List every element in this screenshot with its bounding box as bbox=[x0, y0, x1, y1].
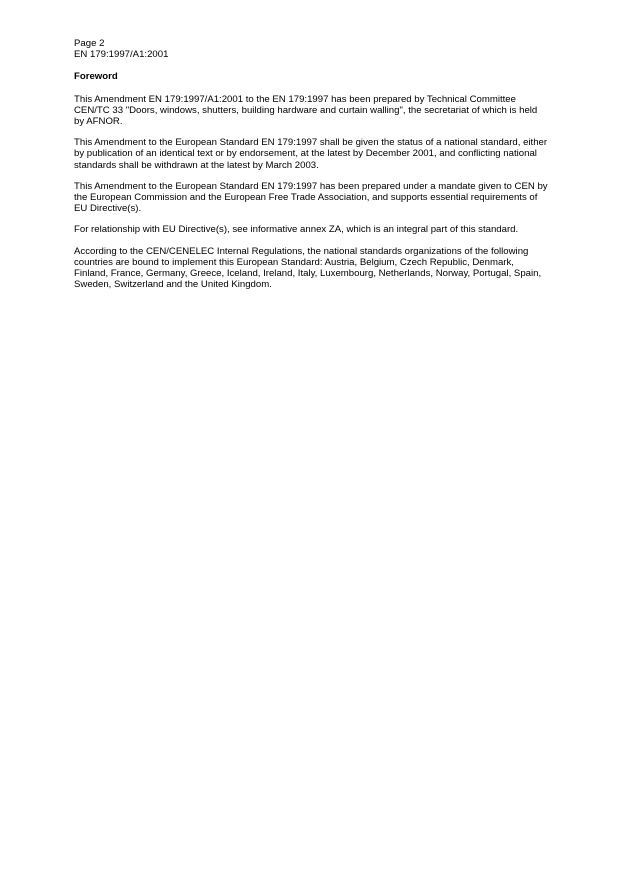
page-content bbox=[74, 38, 550, 290]
foreword-paragraph-prepared-by: This Amendment EN 179:1997/A1:2001 to the EN 179:1997 has been prepared by Technical Committee CEN/TC 33 "Doors, windows, shutters, building hardware and curtain walling", the secretariat of which is held by AFNOR. bbox=[74, 93, 538, 128]
foreword-paragraph-mandate: This Amendment to the European Standard EN 179:1997 has been prepared under a mandate given to CEN by the European Commission and the European Free Trade Association, and supports essential requirements of EU Directive(s). bbox=[74, 180, 548, 215]
foreword-paragraph-countries: According to the CEN/CENELEC Internal Regulations, the national standards organizations of the following countries are bound to implement this European Standard: Austria, Belgium, Czech Republic, Denmark, Finland, France, Germany, Greece, Iceland, Ireland, Italy, Luxembourg, Netherlands, Norway, Portugal, Spain, Sweden, Switzerland and the United Kingdom. bbox=[74, 245, 542, 291]
foreword-paragraph-status: This Amendment to the European Standard EN 179:1997 shall be given the status of a national standard, either by publication of an identical text or by endorsement, at the latest by December 2001, and conflicting national standards shall be withdrawn at the latest by March 2003. bbox=[74, 137, 548, 171]
foreword-paragraph-eu-directive: For relationship with EU Directive(s), see informative annex ZA, which is an integral part of this standard. bbox=[74, 224, 519, 236]
page-number: Page 2 bbox=[74, 38, 105, 49]
foreword-heading: Foreword bbox=[74, 71, 118, 83]
document-id: EN 179:1997/A1:2001 bbox=[74, 49, 169, 61]
